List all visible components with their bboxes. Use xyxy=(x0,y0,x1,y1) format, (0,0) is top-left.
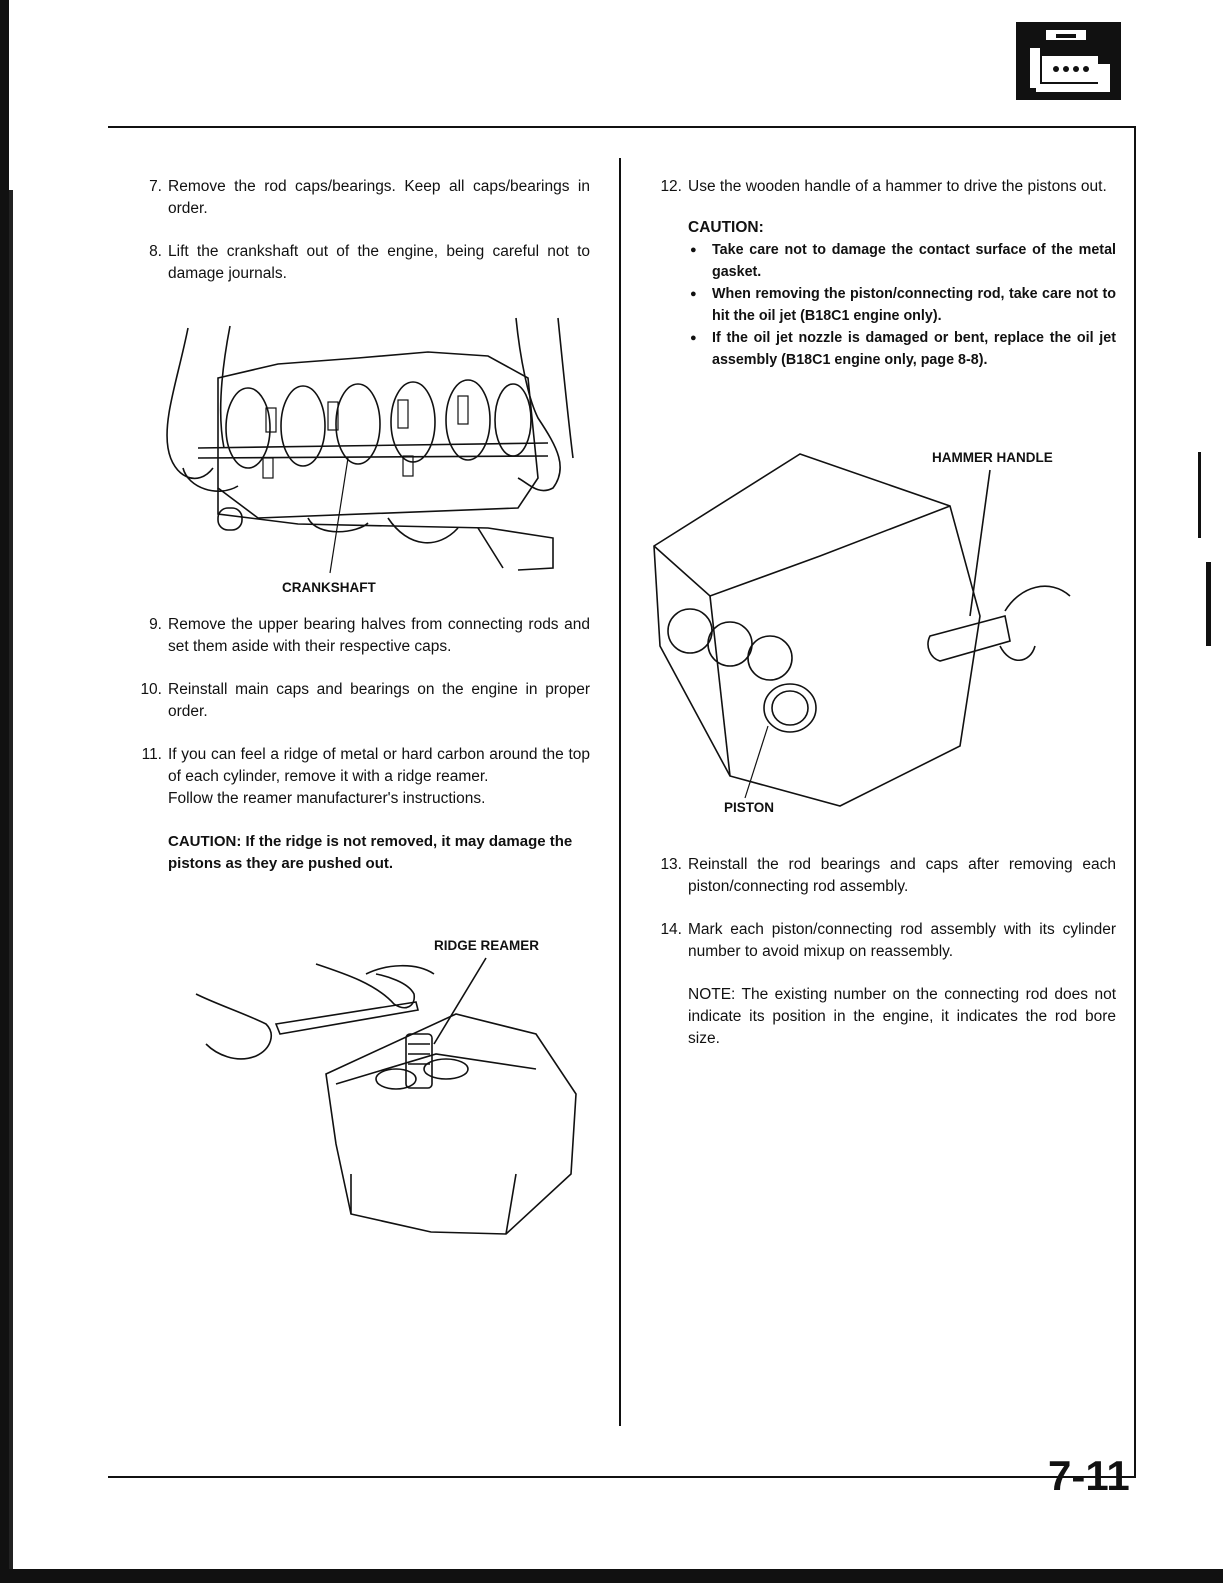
caution-title: CAUTION: xyxy=(688,219,764,236)
step-number: 11. xyxy=(141,746,162,763)
step-text-followup: Follow the reamer manufacturer's instructions. xyxy=(168,790,486,807)
hammer-handle-illustration xyxy=(650,446,1090,826)
caution-prefix: CAUTION: xyxy=(168,833,242,850)
rod-number-note: NOTE: The existing number on the connecting rod does not indicate its position in the engine, it indicates the rod bore size. xyxy=(688,986,1116,1047)
edge-tab-mark xyxy=(1198,452,1201,538)
step-number: 7. xyxy=(149,178,162,195)
column-divider xyxy=(619,158,621,1426)
step-8 xyxy=(138,241,590,285)
right-column-bottom xyxy=(658,854,1116,1050)
step-number: 8. xyxy=(149,243,162,260)
crankshaft-label: CRANKSHAFT xyxy=(282,580,376,595)
edge-tab-mark xyxy=(1206,562,1211,646)
step-10 xyxy=(138,679,590,723)
caution-bullet-list xyxy=(688,239,1116,371)
page-binding-edge-left xyxy=(0,0,9,1583)
left-column-middle xyxy=(138,614,590,893)
crankshaft-illustration xyxy=(158,318,578,595)
step-7 xyxy=(138,176,590,220)
step-14 xyxy=(658,919,1116,963)
step-number: 10. xyxy=(140,681,162,698)
frame-bottom-rule xyxy=(108,1476,1136,1478)
step-text: Remove the upper bearing halves from connecting rods and set them aside with their respective caps. xyxy=(168,616,590,655)
step-text: Lift the crankshaft out of the engine, being careful not to damage journals. xyxy=(168,243,590,282)
step-11 xyxy=(138,744,590,810)
step-number: 13. xyxy=(660,856,682,873)
caution-bullet: ● If the oil jet nozzle is damaged or bent, replace the oil jet assembly (B18C1 engine only, page 8-8). xyxy=(688,327,1116,371)
step-text: If you can feel a ridge of metal or hard carbon around the top of each cylinder, remove it with a ridge reamer. xyxy=(168,746,590,785)
page-binding-shadow xyxy=(9,190,13,1570)
step-text: Reinstall the rod bearings and caps after removing each piston/connecting rod assembly. xyxy=(688,856,1116,895)
step-text: Reinstall main caps and bearings on the engine in proper order. xyxy=(168,681,590,720)
step-text: Remove the rod caps/bearings. Keep all caps/bearings in order. xyxy=(168,178,590,217)
frame-right-rule xyxy=(1134,126,1136,1478)
piston-label: PISTON xyxy=(724,800,775,815)
hammer-handle-label: HAMMER HANDLE xyxy=(932,450,1053,465)
frame-top-rule xyxy=(108,126,1136,128)
right-column-top xyxy=(658,176,1116,371)
step-13 xyxy=(658,854,1116,898)
ridge-caution xyxy=(138,831,590,875)
step-number: 12. xyxy=(660,178,682,195)
left-column-top xyxy=(138,176,590,306)
step-number: 9. xyxy=(149,616,162,633)
step-text: Use the wooden handle of a hammer to drive the pistons out. xyxy=(688,178,1107,195)
ridge-reamer-label: RIDGE REAMER xyxy=(434,938,540,953)
caution-bullet: ● When removing the piston/connecting rod, take care not to hit the oil jet (B18C1 engine only). xyxy=(688,283,1116,327)
step-9 xyxy=(138,614,590,658)
ridge-reamer-illustration xyxy=(176,938,586,1244)
engine-block-icon xyxy=(1016,22,1121,100)
caution-text: If the ridge is not removed, it may damage the pistons as they are pushed out. xyxy=(168,833,573,872)
page-binding-edge-bottom xyxy=(0,1569,1223,1583)
step-12 xyxy=(658,176,1116,198)
step-number: 14. xyxy=(660,921,682,938)
caution-bullet: ● Take care not to damage the contact surface of the metal gasket. xyxy=(688,239,1116,283)
step-text: Mark each piston/connecting rod assembly with its cylinder number to avoid mixup on reassembly. xyxy=(688,921,1116,960)
page-number: 7-11 xyxy=(1048,1452,1130,1499)
